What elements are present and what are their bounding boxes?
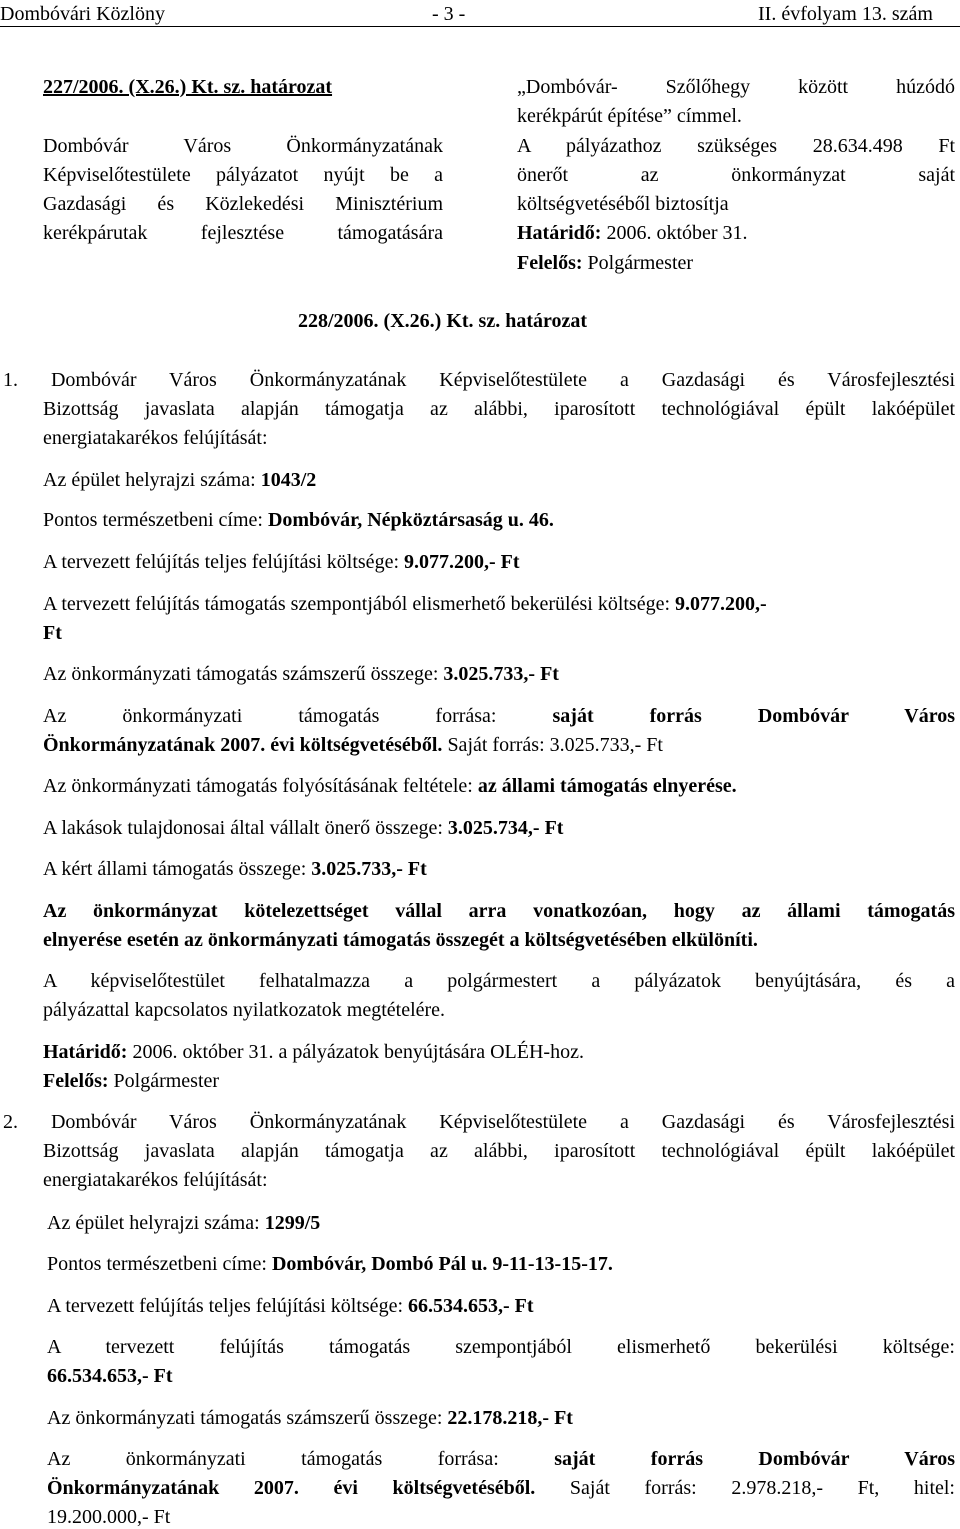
item1-total-cost: A tervezett felújítás teljes felújítási költsége: 9.077.200,- Ft bbox=[43, 551, 520, 573]
item1-intro-line-3: energiatakarékos felújítását: bbox=[43, 427, 268, 449]
item1-plot-number: Az épület helyrajzi száma: 1043/2 bbox=[43, 469, 317, 491]
item2-intro-line-1: 2. Dombóvár Város Önkormányzatának Képviselőtestülete a Gazdasági és Városfejlesztési bbox=[3, 1111, 955, 1133]
item2-intro-line-2: Bizottság javaslata alapján támogatja az alábbi, iparosított technológiával épült lakóépület bbox=[43, 1140, 955, 1162]
item1-eligible-cost: A tervezett felújítás támogatás szempontjából elismerhető bekerülési költsége: 9.077.200,- bbox=[43, 593, 767, 615]
item1-deadline: Határidő: 2006. október 31. a pályázatok benyújtására OLÉH-hoz. bbox=[43, 1041, 584, 1063]
res227-left-line-4: kerékpárutak fejlesztése támogatására bbox=[43, 222, 443, 244]
item1-owners-contribution: A lakások tulajdonosai által vállalt önerő összege: 3.025.734,- Ft bbox=[43, 817, 564, 839]
item2-address: Pontos természetbeni címe: Dombóvár, Dombó Pál u. 9-11-13-15-17. bbox=[47, 1253, 613, 1275]
item2-source-line-1: Az önkormányzati támogatás forrása: saját forrás Dombóvár Város bbox=[47, 1448, 955, 1470]
item1-responsible: Felelős: Polgármester bbox=[43, 1070, 220, 1092]
item1-source-line-1: Az önkormányzati támogatás forrása: saját forrás Dombóvár Város bbox=[43, 705, 955, 727]
res227-responsible: Felelős: Polgármester bbox=[517, 252, 694, 274]
res227-deadline: Határidő: 2006. október 31. bbox=[517, 222, 748, 244]
item1-support-amount: Az önkormányzati támogatás számszerű összege: 3.025.733,- Ft bbox=[43, 663, 559, 685]
item1-address: Pontos természetbeni címe: Dombóvár, Népköztársaság u. 46. bbox=[43, 509, 554, 531]
item1-source-line-2: Önkormányzatának 2007. évi költségvetéséből. Saját forrás: 3.025.733,- Ft bbox=[43, 734, 663, 756]
item1-commitment-line-1: Az önkormányzat kötelezettséget vállal arra vonatkozóan, hogy az állami támogatás bbox=[43, 900, 955, 922]
res227-right-line-5: költségvetéséből biztosítja bbox=[517, 193, 729, 215]
resolution-228-title: 228/2006. (X.26.) Kt. sz. határozat bbox=[298, 310, 588, 332]
res227-left-line-3: Gazdasági és Közlekedési Minisztérium bbox=[43, 193, 443, 215]
item2-eligible-cost-value: 66.534.653,- Ft bbox=[47, 1365, 173, 1387]
item1-authorize-line-2: pályázattal kapcsolatos nyilatkozatok megtételére. bbox=[43, 999, 446, 1021]
item1-intro-line-2: Bizottság javaslata alapján támogatja az alábbi, iparosított technológiával épült lakóépület bbox=[43, 398, 955, 420]
item2-source-line-2: Önkormányzatának 2007. évi költségvetéséből. Saját forrás: 2.978.218,- Ft, hitel: bbox=[47, 1477, 955, 1499]
res227-left-line-2: Képviselőtestülete pályázatot nyújt be a bbox=[43, 164, 443, 186]
issue-number: II. évfolyam 13. szám bbox=[758, 3, 933, 25]
item2-intro-line-3: energiatakarékos felújítását: bbox=[43, 1169, 268, 1191]
item2-eligible-cost-line: A tervezett felújítás támogatás szempontjából elismerhető bekerülési költsége: bbox=[47, 1336, 955, 1358]
item1-condition: Az önkormányzati támogatás folyósításának feltétele: az állami támogatás elnyerése. bbox=[43, 775, 737, 797]
item2-plot-number: Az épület helyrajzi száma: 1299/5 bbox=[47, 1212, 321, 1234]
journal-title: Dombóvári Közlöny bbox=[0, 3, 165, 25]
resolution-227-title: 227/2006. (X.26.) Kt. sz. határozat bbox=[43, 76, 333, 98]
res227-right-line-2: kerékpárút építése” címmel. bbox=[517, 105, 742, 127]
res227-right-line-1: „Dombóvár- Szőlőhegy között húzódó bbox=[517, 76, 955, 98]
page-number: - 3 - bbox=[432, 3, 466, 25]
item1-intro-line-1: 1. Dombóvár Város Önkormányzatának Képviselőtestülete a Gazdasági és Városfejlesztési bbox=[3, 369, 955, 391]
item1-state-support: A kért állami támogatás összege: 3.025.733,- Ft bbox=[43, 858, 427, 880]
res227-left-line-1: Dombóvár Város Önkormányzatának bbox=[43, 135, 443, 157]
item2-support-amount: Az önkormányzati támogatás számszerű összege: 22.178.218,- Ft bbox=[47, 1407, 573, 1429]
res227-right-line-4: önerőt az önkormányzat saját bbox=[517, 164, 955, 186]
item1-eligible-cost-unit: Ft bbox=[43, 622, 62, 644]
res227-right-line-3: A pályázathoz szükséges 28.634.498 Ft bbox=[517, 135, 955, 157]
header-rule bbox=[0, 26, 960, 27]
item2-source-line-3: 19.200.000,- Ft bbox=[47, 1506, 171, 1528]
item2-total-cost: A tervezett felújítás teljes felújítási költsége: 66.534.653,- Ft bbox=[47, 1295, 534, 1317]
item1-commitment-line-2: elnyerése esetén az önkormányzati támogatás összegét a költségvetésében elkülöníti. bbox=[43, 929, 758, 951]
item1-authorize-line-1: A képviselőtestület felhatalmazza a polgármestert a pályázatok benyújtására, és a bbox=[43, 970, 955, 992]
